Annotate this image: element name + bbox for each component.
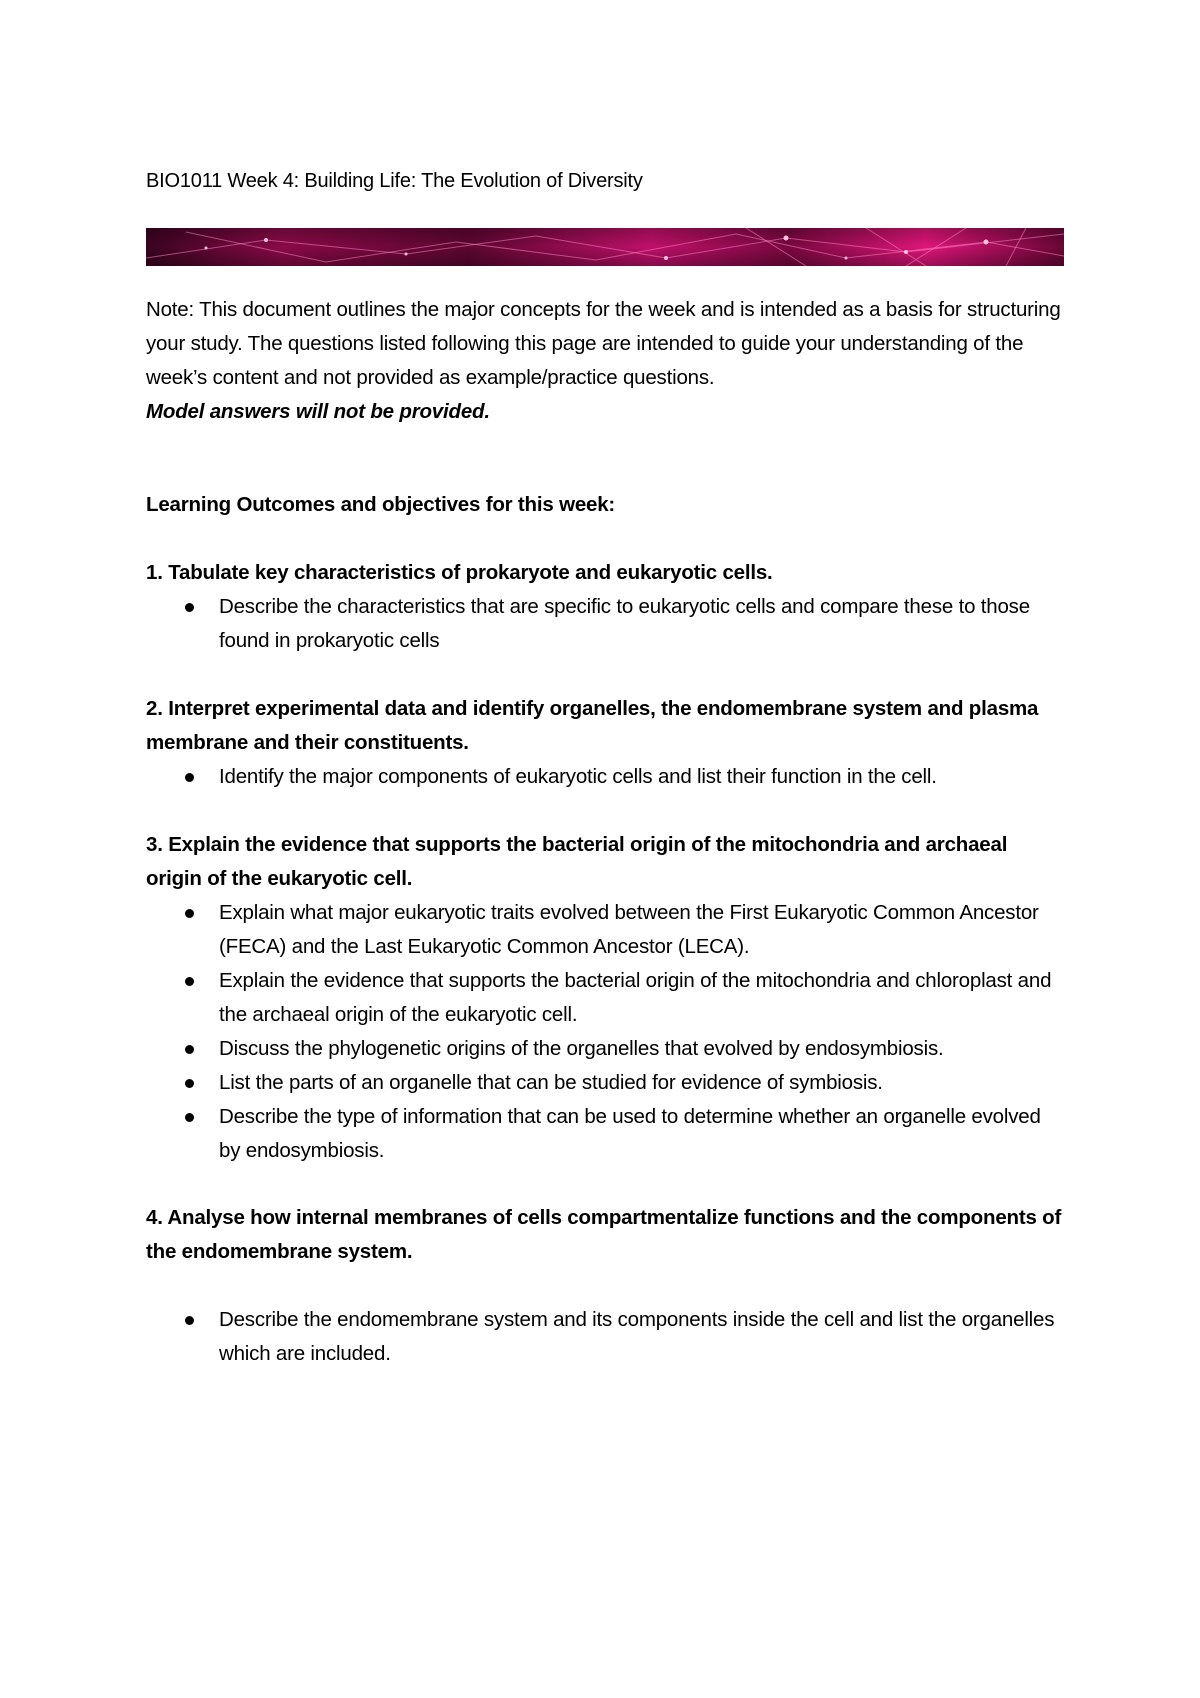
outcome-bullets <box>146 760 1066 794</box>
document-title: BIO1011 Week 4: Building Life: The Evolution of Diversity <box>146 170 643 192</box>
outcome-bullets <box>146 896 1066 1168</box>
bullet-text: List the parts of an organelle that can be studied for evidence of symbiosis. <box>219 1071 883 1094</box>
bullet-dot-icon <box>185 909 194 918</box>
bullet-item <box>146 964 1066 1032</box>
bullet-item <box>146 896 1066 964</box>
outcome-bullets <box>146 1303 1066 1371</box>
bullet-item <box>146 760 1066 794</box>
bullet-dot-icon <box>185 773 194 782</box>
outcome-objective: 4. Analyse how internal membranes of cells compartmentalize functions and the components of the endomembrane system. <box>146 1206 1062 1263</box>
bullet-text: Explain the evidence that supports the bacterial origin of the mitochondria and chloroplast and the archaeal origin of the eukaryotic cell. <box>219 969 1052 1026</box>
bullet-item <box>146 1066 1066 1100</box>
bullet-dot-icon <box>185 977 194 986</box>
note-text: Note: This document outlines the major concepts for the week and is intended as a basis for structuring your study. The questions listed following this page are intended to guide your understanding of the week’s content and not provided as example/practice questions. <box>146 298 1061 389</box>
bullet-dot-icon <box>185 1316 194 1325</box>
outcome-objective: 1. Tabulate key characteristics of prokaryote and eukaryotic cells. <box>146 561 773 584</box>
decorative-banner <box>146 228 1064 266</box>
model-answers-text: Model answers will not be provided. <box>146 400 490 423</box>
outcome-2 <box>146 692 1066 794</box>
outcome-bullets <box>146 590 1066 658</box>
outcome-4 <box>146 1201 1066 1371</box>
bullet-item <box>146 590 1066 658</box>
bullet-dot-icon <box>185 1113 194 1122</box>
bullet-item <box>146 1303 1066 1371</box>
learning-outcomes-heading: Learning Outcomes and objectives for this week: <box>146 493 616 516</box>
outcome-3 <box>146 828 1066 1168</box>
outcome-objective: 2. Interpret experimental data and identify organelles, the endomembrane system and plasma membrane and their constituents. <box>146 697 1039 754</box>
bullet-text: Describe the characteristics that are specific to eukaryotic cells and compare these to those found in prokaryotic cells <box>219 595 1030 652</box>
bullet-text: Identify the major components of eukaryotic cells and list their function in the cell. <box>219 765 937 788</box>
bullet-text: Describe the type of information that can be used to determine whether an organelle evolved by endosymbiosis. <box>219 1105 1041 1162</box>
bullet-dot-icon <box>185 1045 194 1054</box>
note-paragraph <box>146 293 1066 429</box>
outcome-1 <box>146 556 1066 658</box>
bullet-text: Describe the endomembrane system and its components inside the cell and list the organelles which are included. <box>219 1308 1055 1365</box>
bullet-text: Explain what major eukaryotic traits evolved between the First Eukaryotic Common Ancestor (FECA) and the Last Eukaryotic Common Ancestor (LECA). <box>219 901 1039 958</box>
outcome-objective: 3. Explain the evidence that supports the bacterial origin of the mitochondria and archaeal origin of the eukaryotic cell. <box>146 833 1008 890</box>
bullet-dot-icon <box>185 1079 194 1088</box>
bullet-dot-icon <box>185 603 194 612</box>
bullet-item <box>146 1100 1066 1168</box>
spacer <box>146 1269 1066 1303</box>
bullet-text: Discuss the phylogenetic origins of the organelles that evolved by endosymbiosis. <box>219 1037 944 1060</box>
bullet-item <box>146 1032 1066 1066</box>
